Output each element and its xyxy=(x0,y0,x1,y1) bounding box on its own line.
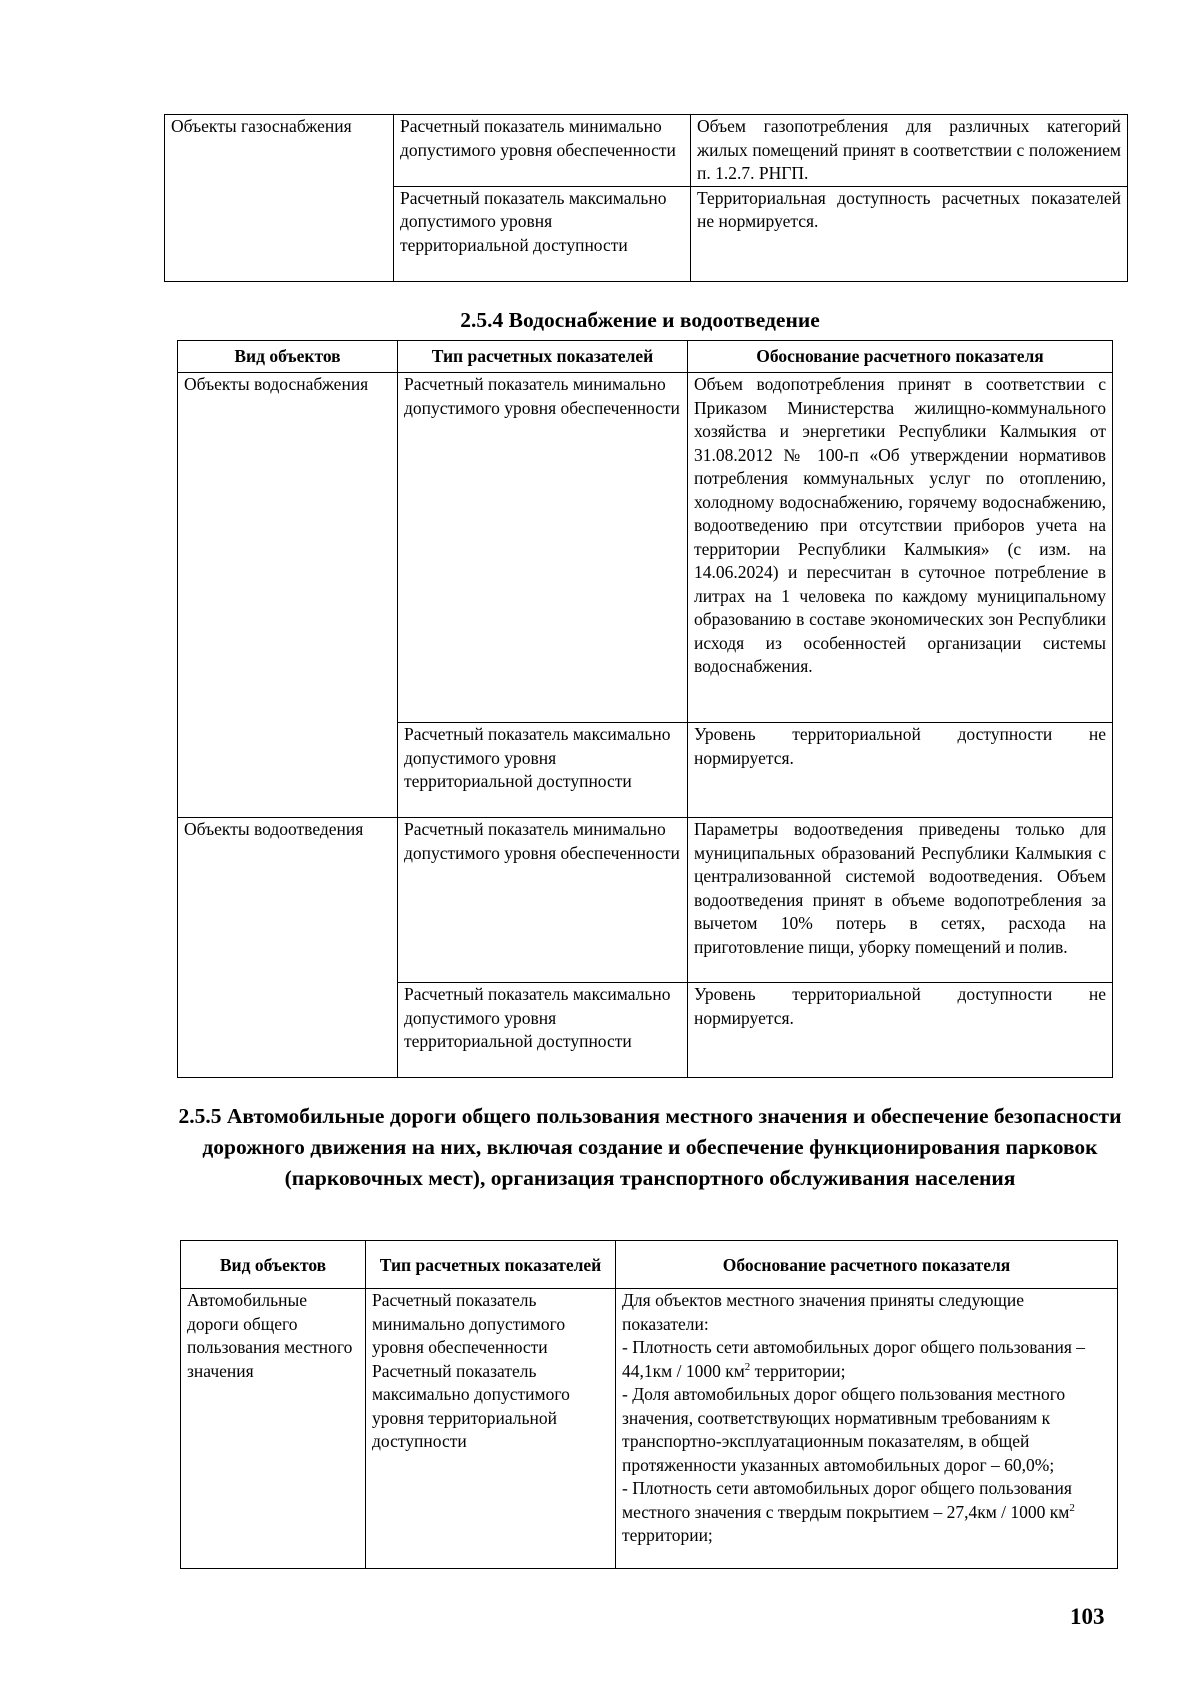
water-supply-indicator-max-cell: Расчетный показатель максимально допустимого уровня территориальной доступности xyxy=(398,723,688,818)
roads-indicator-min: Расчетный показатель минимально допустимого уровня обеспеченности xyxy=(372,1290,566,1357)
header-indicator-type: Тип расчетных показателей xyxy=(398,341,688,373)
header-object-type: Вид объектов xyxy=(178,341,398,373)
water-supply-object-cell: Объекты водоснабжения xyxy=(178,373,398,818)
header-justification: Обоснование расчетного показателя xyxy=(688,341,1113,373)
sewerage-justification-max-cell: Уровень территориальной доступности не нормируется. xyxy=(688,983,1113,1078)
roads-justification-cell xyxy=(616,1289,1118,1569)
gas-justification-max-cell: Территориальная доступность расчетных показателей не нормируется. xyxy=(691,186,1128,281)
section-heading-2-5-4: 2.5.4 Водоснабжение и водоотведение xyxy=(460,308,820,332)
superscript-2: 2 xyxy=(1069,1501,1075,1514)
roads-item-2: - Доля автомобильных дорог общего пользования местного значения, соответствующих нормативным требованиям к транспортно-эксплуатационным показателям, в общей протяженности указанных автомобильных дорог – 60,0%; xyxy=(622,1384,1066,1475)
gas-indicator-max-cell: Расчетный показатель максимально допустимого уровня территориальной доступности xyxy=(394,186,691,281)
roads-intro-text: Для объектов местного значения приняты следующие показатели: xyxy=(622,1290,1024,1334)
roads-indicator-cell xyxy=(366,1289,616,1569)
superscript-2: 2 xyxy=(744,1360,751,1373)
gas-justification-min-cell: Объем газопотребления для различных категорий жилых помещений принят в соответствии с положением п. 1.2.7. РНГП. xyxy=(691,115,1128,187)
sewerage-indicator-min-cell: Расчетный показатель минимально допустимого уровня обеспеченности xyxy=(398,818,688,983)
roads-item-3: - Плотность сети автомобильных дорог общего пользования местного значения с твердым покрытием – 27,4км / 1000 $км^2$ территории; xyxy=(622,1478,1075,1545)
sewerage-justification-min-cell: Параметры водоотведения приведены только для муниципальных образований Республики Калмыкия с централизованной системой водоотведения. Объем водоотведения принят в объеме водопотребления за вычетом 10% потерь в сетях, расхода на приготовление пищи, уборку помещений и полив. xyxy=(688,818,1113,983)
gas-object-type-cell: Объекты газоснабжения xyxy=(165,115,394,282)
sewerage-object-cell: Объекты водоотведения xyxy=(178,818,398,1078)
header-indicator-type-roads: Тип расчетных показателей xyxy=(366,1241,616,1289)
gas-supply-table xyxy=(164,114,1128,282)
water-supply-indicator-min-cell: Расчетный показатель минимально допустимого уровня обеспеченности xyxy=(398,373,688,723)
page-number: 103 xyxy=(1070,1604,1105,1629)
water-table xyxy=(177,340,1113,1078)
roads-object-cell: Автомобильные дороги общего пользования местного значения xyxy=(181,1289,366,1569)
water-supply-justification-min-cell: Объем водопотребления принят в соответствии с Приказом Министерства жилищно-коммунального хозяйства и энергетики Республики Калмыкия от 31.08.2012 № 100-п «Об утверждении нормативов потребления коммунальных услуг по отоплению, холодному водоснабжению, горячему водоснабжению, водоотведению при отсутствии приборов учета на территории Республики Калмыкия» (с изм. на 14.06.2024) и пересчитан в суточное потребление в литрах на 1 человека по каждому муниципальному образованию в составе экономических зон Республики исходя из особенностей организации системы водоснабжения. xyxy=(688,373,1113,723)
section-heading-2-5-5: 2.5.5 Автомобильные дороги общего пользования местного значения и обеспечение безопасности дорожного движения на них, включая создание и обеспечение функционирования парковок (парковочных мест), организация транспортного обслуживания населения xyxy=(178,1104,1122,1190)
roads-item-1: - Плотность сети автомобильных дорог общего пользования – 44,1км / 1000 $км^2$ территории; xyxy=(622,1337,1086,1381)
sewerage-indicator-max-cell: Расчетный показатель максимально допустимого уровня территориальной доступности xyxy=(398,983,688,1078)
header-object-type-roads: Вид объектов xyxy=(181,1241,366,1289)
water-supply-justification-max-cell: Уровень территориальной доступности не нормируется. xyxy=(688,723,1113,818)
roads-table xyxy=(180,1240,1118,1569)
gas-indicator-min-cell: Расчетный показатель минимально допустимого уровня обеспеченности xyxy=(394,115,691,187)
header-justification-roads: Обоснование расчетного показателя xyxy=(616,1241,1118,1289)
roads-indicator-max: Расчетный показатель максимально допустимого уровня территориальной доступности xyxy=(372,1360,570,1451)
